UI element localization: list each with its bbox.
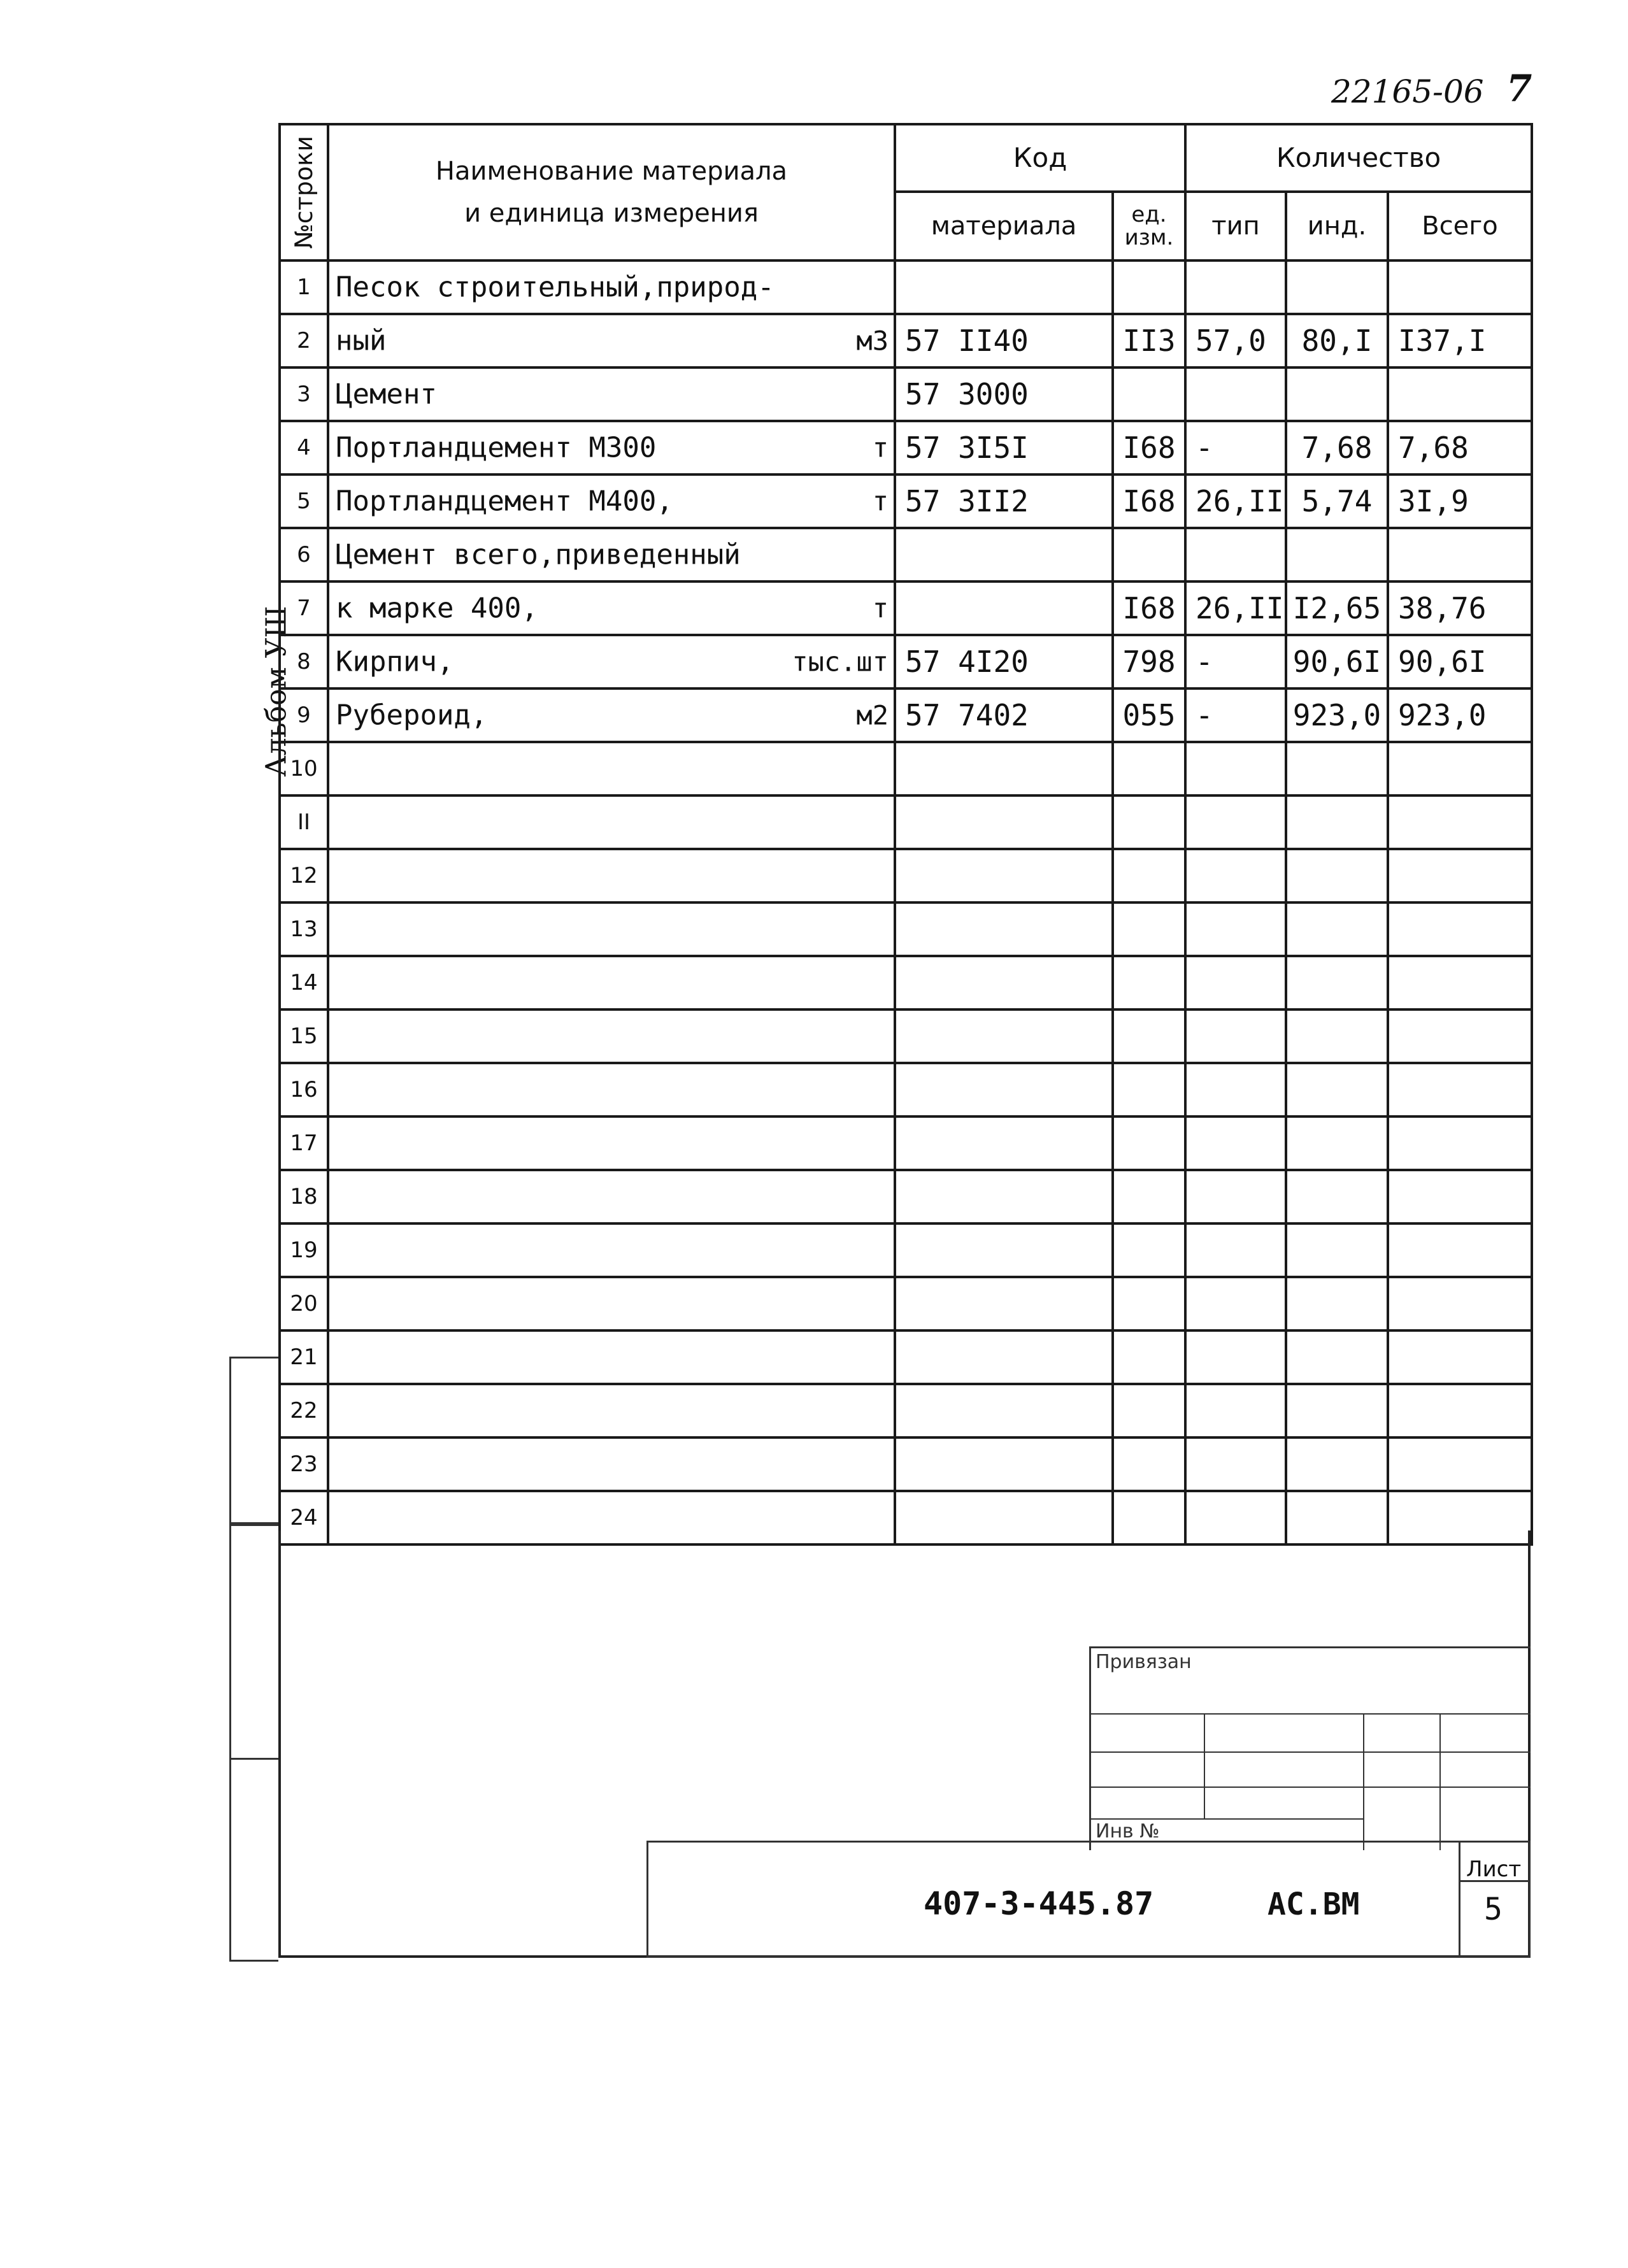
qty-ind [1286, 1223, 1388, 1277]
qty-total [1388, 1170, 1532, 1223]
material-name: Портландцемент М300 [336, 431, 657, 464]
row-number: 4 [280, 421, 328, 474]
material-name-cell [328, 581, 895, 635]
row-number: 2 [280, 314, 328, 367]
qty-total [1388, 1437, 1532, 1491]
material-code [895, 1277, 1113, 1330]
qty-total [1388, 260, 1532, 314]
binding-stamp [1089, 1646, 1531, 1850]
qty-ind [1286, 902, 1388, 956]
material-unit: м2 [856, 699, 889, 731]
qty-type [1185, 956, 1286, 1009]
header-quantity: Количество [1185, 124, 1532, 192]
material-code [895, 1330, 1113, 1384]
qty-type [1185, 367, 1286, 421]
material-code [895, 956, 1113, 1009]
header-material-name: Наименование материала и единица измерения [328, 124, 895, 260]
table-row [280, 1063, 1532, 1116]
qty-ind: I2,65 [1286, 581, 1388, 635]
qty-ind [1286, 1277, 1388, 1330]
table-row [280, 474, 1532, 528]
qty-ind: 80,I [1286, 314, 1388, 367]
row-number: 21 [280, 1330, 328, 1384]
qty-type: - [1185, 688, 1286, 742]
material-name-cell [328, 742, 895, 795]
unit-code: 798 [1113, 635, 1185, 688]
material-unit: т [872, 485, 889, 517]
qty-type [1185, 902, 1286, 956]
unit-code [1113, 902, 1185, 956]
row-number: 18 [280, 1170, 328, 1223]
title-block-sheet-divider [1459, 1841, 1460, 1958]
materials-table [278, 123, 1533, 1546]
row-number: 20 [280, 1277, 328, 1330]
row-number: 1 [280, 260, 328, 314]
unit-code [1113, 1277, 1185, 1330]
qty-ind [1286, 742, 1388, 795]
header-material-code: материала [895, 192, 1113, 260]
material-name-cell [328, 1170, 895, 1223]
table-row [280, 956, 1532, 1009]
material-name: Песок строительный,природ- [336, 271, 775, 304]
material-code [895, 260, 1113, 314]
material-name: ный [336, 324, 387, 357]
material-code [895, 902, 1113, 956]
material-name: Цемент [336, 378, 437, 411]
row-number: 23 [280, 1437, 328, 1491]
material-code [895, 1063, 1113, 1116]
qty-type: - [1185, 421, 1286, 474]
material-code: 57 3II2 [895, 474, 1113, 528]
row-number: 7 [280, 581, 328, 635]
material-code [895, 1116, 1113, 1170]
row-number: 3 [280, 367, 328, 421]
qty-total [1388, 742, 1532, 795]
material-unit: т [872, 592, 889, 624]
unit-code [1113, 849, 1185, 902]
material-name: к марке 400, [336, 592, 538, 625]
material-name-cell [328, 528, 895, 581]
material-code: 57 II40 [895, 314, 1113, 367]
qty-total [1388, 1116, 1532, 1170]
qty-type [1185, 1009, 1286, 1063]
material-code [895, 528, 1113, 581]
qty-total [1388, 1063, 1532, 1116]
left-frame-strip-upper [229, 1357, 278, 1526]
header-qty-type: тип [1185, 192, 1286, 260]
qty-ind [1286, 260, 1388, 314]
table-row [280, 1170, 1532, 1223]
qty-ind [1286, 1116, 1388, 1170]
row-number: 12 [280, 849, 328, 902]
unit-code [1113, 1009, 1185, 1063]
qty-ind: 7,68 [1286, 421, 1388, 474]
material-unit: тыс.шт [792, 646, 889, 678]
qty-total [1388, 1330, 1532, 1384]
table-row [280, 1437, 1532, 1491]
material-code: 57 7402 [895, 688, 1113, 742]
unit-code: 055 [1113, 688, 1185, 742]
qty-ind [1286, 1063, 1388, 1116]
qty-total [1388, 1223, 1532, 1277]
qty-total [1388, 367, 1532, 421]
unit-code: I68 [1113, 581, 1185, 635]
qty-total [1388, 795, 1532, 849]
qty-ind [1286, 795, 1388, 849]
material-name-cell [328, 1009, 895, 1063]
qty-ind [1286, 1170, 1388, 1223]
qty-ind [1286, 1384, 1388, 1437]
row-number: 14 [280, 956, 328, 1009]
material-name-cell [328, 421, 895, 474]
material-name-cell [328, 849, 895, 902]
qty-ind: 5,74 [1286, 474, 1388, 528]
header-qty-ind: инд. [1286, 192, 1388, 260]
row-number: 17 [280, 1116, 328, 1170]
material-code [895, 742, 1113, 795]
material-name-cell [328, 1116, 895, 1170]
document-code-handwritten: 22165-06 [1331, 73, 1484, 110]
table-row [280, 1384, 1532, 1437]
row-number: 16 [280, 1063, 328, 1116]
qty-type [1185, 1116, 1286, 1170]
qty-total [1388, 1277, 1532, 1330]
material-name: Рубероид, [336, 699, 488, 732]
row-number: 8 [280, 635, 328, 688]
unit-code [1113, 260, 1185, 314]
qty-total: 38,76 [1388, 581, 1532, 635]
unit-code [1113, 742, 1185, 795]
qty-type [1185, 1437, 1286, 1491]
unit-code [1113, 1116, 1185, 1170]
table-row [280, 528, 1532, 581]
material-name-cell [328, 1384, 895, 1437]
row-number: 6 [280, 528, 328, 581]
material-name: Цемент всего,приведенный [336, 538, 741, 571]
qty-type [1185, 795, 1286, 849]
qty-ind [1286, 1437, 1388, 1491]
qty-total [1388, 956, 1532, 1009]
qty-total: 90,6I [1388, 635, 1532, 688]
qty-type [1185, 1384, 1286, 1437]
material-name: Портландцемент М400, [336, 485, 673, 518]
inventory-number-label: Инв № [1096, 1820, 1160, 1843]
table-row [280, 1330, 1532, 1384]
material-name-cell [328, 902, 895, 956]
qty-type [1185, 528, 1286, 581]
material-code: 57 3000 [895, 367, 1113, 421]
qty-type [1185, 1223, 1286, 1277]
unit-code [1113, 1330, 1185, 1384]
table-row [280, 581, 1532, 635]
material-name-cell [328, 635, 895, 688]
qty-type [1185, 849, 1286, 902]
page-number: 7 [1506, 67, 1532, 110]
qty-total: 7,68 [1388, 421, 1532, 474]
row-number: 19 [280, 1223, 328, 1277]
unit-code [1113, 1170, 1185, 1223]
qty-total [1388, 1384, 1532, 1437]
qty-ind [1286, 849, 1388, 902]
qty-type: 26,II [1185, 581, 1286, 635]
material-name-cell [328, 260, 895, 314]
material-code [895, 1009, 1113, 1063]
unit-code: II3 [1113, 314, 1185, 367]
qty-total [1388, 902, 1532, 956]
table-row [280, 1277, 1532, 1330]
qty-ind [1286, 528, 1388, 581]
qty-ind [1286, 1330, 1388, 1384]
material-name-cell [328, 1330, 895, 1384]
left-frame-divider [229, 1758, 278, 1760]
material-unit: м3 [856, 325, 889, 357]
material-code [895, 1384, 1113, 1437]
unit-code [1113, 1384, 1185, 1437]
title-block-sheet-number: 5 [1484, 1892, 1503, 1927]
table-row [280, 1223, 1532, 1277]
unit-code [1113, 795, 1185, 849]
header-qty-total: Всего [1388, 192, 1532, 260]
qty-type [1185, 1277, 1286, 1330]
qty-ind: 923,0 [1286, 688, 1388, 742]
row-number: 24 [280, 1491, 328, 1544]
qty-type [1185, 1330, 1286, 1384]
unit-code [1113, 528, 1185, 581]
title-block-sheet-label: Лист [1466, 1857, 1522, 1882]
material-unit: т [872, 432, 889, 464]
qty-ind [1286, 1009, 1388, 1063]
qty-type [1185, 742, 1286, 795]
material-code [895, 1223, 1113, 1277]
qty-type [1185, 260, 1286, 314]
table-row [280, 1116, 1532, 1170]
qty-total [1388, 528, 1532, 581]
material-name-cell [328, 367, 895, 421]
unit-code [1113, 956, 1185, 1009]
qty-ind [1286, 367, 1388, 421]
table-row [280, 367, 1532, 421]
table-row [280, 314, 1532, 367]
material-code: 57 4I20 [895, 635, 1113, 688]
material-code [895, 1437, 1113, 1491]
row-number: II [280, 795, 328, 849]
material-name: Кирпич, [336, 645, 454, 678]
album-label: Альбом УШ [260, 606, 293, 777]
table-row [280, 421, 1532, 474]
unit-code: I68 [1113, 421, 1185, 474]
unit-code: I68 [1113, 474, 1185, 528]
row-number: 10 [280, 742, 328, 795]
header-code: Код [895, 124, 1185, 192]
qty-type: 57,0 [1185, 314, 1286, 367]
unit-code [1113, 1437, 1185, 1491]
title-block-doc-number: 407-3-445.87 [924, 1885, 1154, 1922]
unit-code [1113, 1063, 1185, 1116]
qty-ind: 90,6I [1286, 635, 1388, 688]
table-row [280, 795, 1532, 849]
table-row [280, 260, 1532, 314]
qty-total: I37,I [1388, 314, 1532, 367]
material-name-cell [328, 1277, 895, 1330]
row-number: 9 [280, 688, 328, 742]
material-code: 57 3I5I [895, 421, 1113, 474]
material-name-cell [328, 314, 895, 367]
qty-total [1388, 1009, 1532, 1063]
row-number: 13 [280, 902, 328, 956]
material-name-cell [328, 1223, 895, 1277]
material-name-cell [328, 474, 895, 528]
title-block-doc-code: АС.ВМ [1267, 1886, 1360, 1922]
header-unit-code: ед. изм. [1113, 192, 1185, 260]
left-frame-strip-lower [229, 1522, 278, 1962]
table-row [280, 1009, 1532, 1063]
material-name-cell [328, 1063, 895, 1116]
table-row [280, 902, 1532, 956]
qty-type: - [1185, 635, 1286, 688]
binding-stamp-title: Привязан [1096, 1651, 1192, 1673]
table-row [280, 849, 1532, 902]
table-row [280, 688, 1532, 742]
table-row [280, 742, 1532, 795]
qty-type: 26,II [1185, 474, 1286, 528]
qty-type [1185, 1063, 1286, 1116]
header-row-number: №строки [280, 124, 328, 260]
material-code [895, 849, 1113, 902]
material-name-cell [328, 1437, 895, 1491]
row-number: 15 [280, 1009, 328, 1063]
qty-ind [1286, 956, 1388, 1009]
material-code [895, 581, 1113, 635]
row-number: 22 [280, 1384, 328, 1437]
qty-type [1185, 1170, 1286, 1223]
qty-total: 923,0 [1388, 688, 1532, 742]
material-name-cell [328, 688, 895, 742]
material-name-cell [328, 795, 895, 849]
unit-code [1113, 1223, 1185, 1277]
table-row [280, 635, 1532, 688]
material-name-cell [328, 956, 895, 1009]
material-code [895, 795, 1113, 849]
qty-total [1388, 849, 1532, 902]
material-code [895, 1170, 1113, 1223]
unit-code [1113, 367, 1185, 421]
row-number: 5 [280, 474, 328, 528]
qty-total: 3I,9 [1388, 474, 1532, 528]
